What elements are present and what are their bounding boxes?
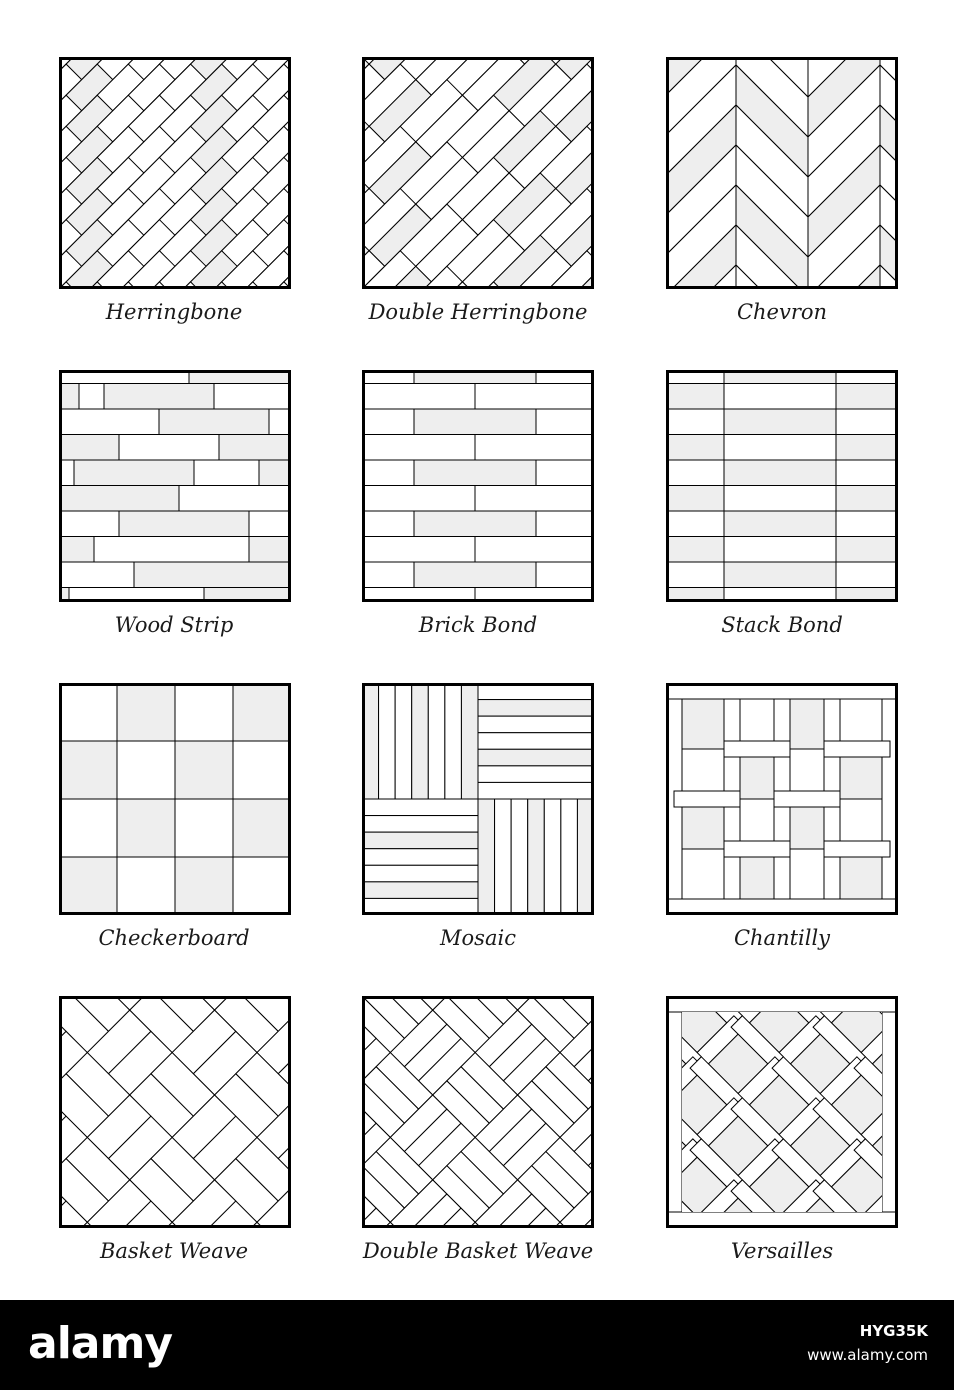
plank xyxy=(362,799,478,816)
tile-brick-bond xyxy=(362,370,594,602)
plank xyxy=(536,409,594,435)
plank xyxy=(536,460,594,486)
plank xyxy=(395,683,412,799)
plank xyxy=(175,799,233,857)
alamy-logo: alamy xyxy=(28,1318,172,1369)
plank xyxy=(475,384,594,410)
plank xyxy=(428,683,445,799)
plank xyxy=(362,562,414,588)
plank xyxy=(117,799,175,857)
plank xyxy=(104,384,214,410)
plank xyxy=(59,857,117,915)
plank xyxy=(724,486,836,512)
plank xyxy=(478,782,594,799)
plank xyxy=(59,562,134,588)
plank xyxy=(59,511,119,537)
tile-herringbone xyxy=(59,57,291,289)
tile-chevron xyxy=(666,57,898,289)
chantilly-planks xyxy=(666,683,898,915)
plank xyxy=(119,511,249,537)
plank xyxy=(362,816,478,833)
plank xyxy=(666,562,724,588)
plank xyxy=(475,486,594,512)
plank xyxy=(134,562,291,588)
plank xyxy=(175,741,233,799)
plank xyxy=(478,799,495,915)
plank xyxy=(414,562,536,588)
plank xyxy=(666,384,724,410)
plank xyxy=(724,384,836,410)
plank xyxy=(824,841,890,857)
stack-bond-planks xyxy=(666,370,898,602)
plank xyxy=(233,799,291,857)
plank xyxy=(544,799,561,915)
double-herringbone-planks xyxy=(362,57,594,289)
caption-chevron: Chevron xyxy=(736,300,828,324)
plank xyxy=(666,460,724,486)
tile-versailles xyxy=(666,996,898,1228)
plank xyxy=(836,384,898,410)
plank xyxy=(461,683,478,799)
checkerboard-planks xyxy=(59,683,291,915)
plank xyxy=(478,716,594,733)
plank xyxy=(379,683,396,799)
stock-id: HYG35K xyxy=(859,1322,928,1340)
plank xyxy=(233,857,291,915)
tile-wood-strip xyxy=(59,370,291,602)
plank xyxy=(774,791,840,807)
plank xyxy=(233,683,291,741)
plank xyxy=(362,849,478,866)
plank xyxy=(175,857,233,915)
plank xyxy=(836,460,898,486)
tile-stack-bond xyxy=(666,370,898,602)
caption-wood-strip: Wood Strip xyxy=(114,613,234,637)
plank xyxy=(724,741,790,757)
plank xyxy=(117,857,175,915)
plank xyxy=(836,486,898,512)
plank xyxy=(724,409,836,435)
plank xyxy=(362,865,478,882)
plank xyxy=(414,511,536,537)
tile-basket-weave xyxy=(59,996,291,1228)
plank xyxy=(259,460,291,486)
plank xyxy=(362,882,478,899)
plank xyxy=(362,511,414,537)
herringbone-planks xyxy=(59,57,291,289)
plank xyxy=(475,435,594,461)
plank xyxy=(214,384,289,410)
double-basket-weave-planks xyxy=(362,996,594,1228)
plank xyxy=(362,486,475,512)
plank xyxy=(362,832,478,849)
plank xyxy=(478,749,594,766)
plank xyxy=(836,511,898,537)
caption-herringbone: Herringbone xyxy=(105,300,243,324)
plank xyxy=(724,841,790,857)
plank xyxy=(362,460,414,486)
plank xyxy=(824,741,890,757)
plank xyxy=(59,409,159,435)
plank xyxy=(445,683,462,799)
plank xyxy=(536,562,594,588)
plank xyxy=(478,733,594,750)
plank xyxy=(666,486,724,512)
wood-strip-planks xyxy=(59,370,291,602)
tile-mosaic xyxy=(362,683,594,915)
plank xyxy=(836,537,898,563)
plank xyxy=(269,409,291,435)
plank xyxy=(666,409,724,435)
plank xyxy=(666,511,724,537)
caption-versailles: Versailles xyxy=(730,1239,834,1263)
tile-checkerboard xyxy=(59,683,291,915)
plank xyxy=(119,435,219,461)
plank xyxy=(724,435,836,461)
plank xyxy=(219,435,291,461)
plank xyxy=(666,435,724,461)
plank xyxy=(59,683,117,741)
plank xyxy=(362,435,475,461)
caption-chantilly: Chantilly xyxy=(733,926,831,950)
caption-double-basket-weave: Double Basket Weave xyxy=(362,1239,594,1263)
plank xyxy=(362,537,475,563)
plank xyxy=(362,409,414,435)
plank xyxy=(194,460,259,486)
plank xyxy=(179,486,291,512)
caption-double-herringbone: Double Herringbone xyxy=(368,300,588,324)
plank xyxy=(724,562,836,588)
caption-brick-bond: Brick Bond xyxy=(418,613,538,637)
plank xyxy=(724,460,836,486)
plank xyxy=(724,511,836,537)
plank xyxy=(175,683,233,741)
plank xyxy=(478,766,594,783)
plank xyxy=(414,460,536,486)
plank xyxy=(666,537,724,563)
plank xyxy=(117,683,175,741)
plank xyxy=(159,409,269,435)
plank xyxy=(74,460,194,486)
caption-mosaic: Mosaic xyxy=(440,926,516,950)
versailles-planks xyxy=(666,996,898,1228)
plank xyxy=(674,791,740,807)
plank xyxy=(475,537,594,563)
plank xyxy=(836,435,898,461)
plank xyxy=(59,435,119,461)
plank xyxy=(117,741,175,799)
plank xyxy=(94,537,249,563)
plank xyxy=(414,409,536,435)
plank xyxy=(528,799,545,915)
plank xyxy=(412,683,429,799)
plank xyxy=(59,741,117,799)
caption-stack-bond: Stack Bond xyxy=(721,613,843,637)
mosaic-planks xyxy=(362,683,594,915)
plank xyxy=(59,486,179,512)
caption-checkerboard: Checkerboard xyxy=(98,926,250,950)
site-url: www.alamy.com xyxy=(807,1346,928,1364)
plank xyxy=(495,799,512,915)
plank xyxy=(249,511,291,537)
chevron-planks xyxy=(666,57,898,289)
plank xyxy=(536,511,594,537)
plank xyxy=(836,562,898,588)
brick-bond-planks xyxy=(362,370,594,602)
tile-double-herringbone xyxy=(362,57,594,289)
plank xyxy=(511,799,528,915)
plank xyxy=(724,537,836,563)
caption-basket-weave: Basket Weave xyxy=(99,1239,249,1263)
plank xyxy=(362,384,475,410)
basket-weave-planks xyxy=(59,996,291,1228)
plank xyxy=(249,537,291,563)
plank xyxy=(478,700,594,717)
plank xyxy=(59,537,94,563)
plank xyxy=(59,799,117,857)
plank xyxy=(233,741,291,799)
plank xyxy=(836,409,898,435)
tile-chantilly xyxy=(666,683,898,915)
plank xyxy=(561,799,578,915)
plank xyxy=(79,384,104,410)
tile-double-basket-weave xyxy=(362,996,594,1228)
